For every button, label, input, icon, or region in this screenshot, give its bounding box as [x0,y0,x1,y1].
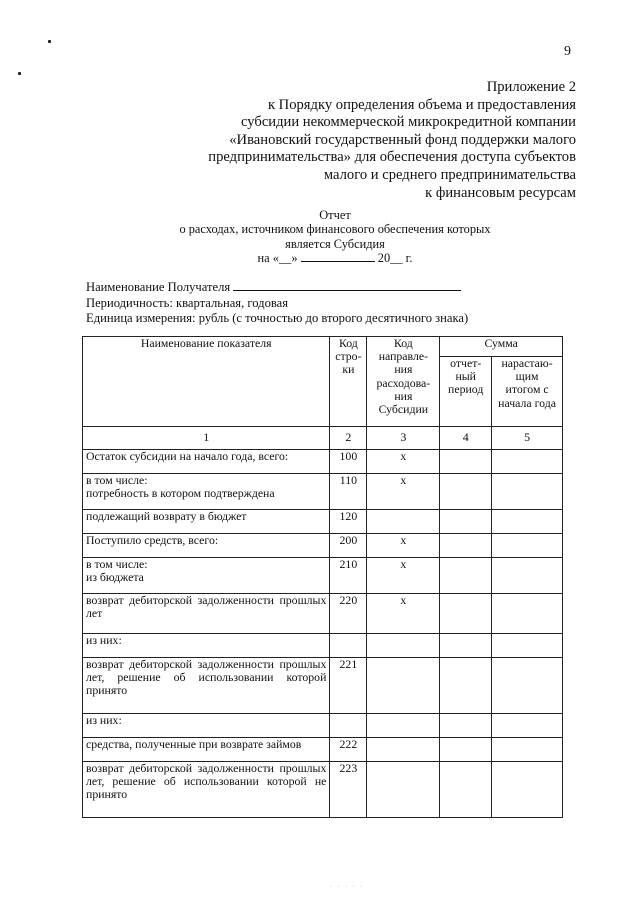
direction-code[interactable]: x [367,534,440,558]
indicator-name: в том числе: из бюджета [83,558,330,594]
direction-code[interactable] [367,510,440,534]
report-meta [86,280,468,327]
indicator-name: из них: [83,634,330,658]
header-cumulative: нарастаю-щим итогом с начала года [492,357,563,427]
table-row [83,534,563,558]
indicator-name: средства, полученные при возврате займов [83,738,330,762]
period-amount[interactable] [440,738,492,762]
column-number: 2 [330,427,367,450]
line-code: 100 [330,450,367,474]
cumulative-amount[interactable] [492,534,563,558]
appendix-line: малого и среднего предпринимательства [323,166,576,183]
direction-code[interactable]: x [367,474,440,510]
line-code [330,634,367,658]
direction-code[interactable]: x [367,558,440,594]
direction-code[interactable] [367,714,440,738]
indicator-name: подлежащий возврату в бюджет [83,510,330,534]
date-year: 20__ г. [377,251,413,266]
header-sum: Сумма [440,337,563,357]
table-row [83,474,563,510]
table-row [83,450,563,474]
direction-code[interactable] [367,634,440,658]
date-month-field[interactable] [301,251,375,262]
line-code: 210 [330,558,367,594]
table-row [83,762,563,818]
period-amount[interactable] [440,762,492,818]
recipient-field[interactable] [233,280,461,291]
header-line-code: Код стро-ки [330,337,367,427]
table-row [83,658,563,714]
scan-artifact: · · · · · [330,884,364,890]
indicator-name: в том числе: потребность в котором подтверждена [83,474,330,510]
cumulative-amount[interactable] [492,558,563,594]
header-name: Наименование показателя [83,337,330,427]
column-numbers-row [83,427,563,450]
indicator-name: из них: [83,714,330,738]
period-amount[interactable] [440,658,492,714]
direction-code[interactable] [367,658,440,714]
appendix-header [208,79,576,202]
recipient-label: Наименование Получателя [86,280,231,294]
report-table [82,336,563,818]
appendix-line: «Ивановский государственный фонд поддержки малого [229,131,576,148]
cumulative-amount[interactable] [492,714,563,738]
direction-code[interactable] [367,738,440,762]
line-code: 110 [330,474,367,510]
scan-mark [18,72,21,75]
indicator-name: возврат дебиторской задолженности прошлых лет [83,594,330,634]
report-title-block [100,208,570,266]
table-row [83,594,563,634]
report-subtitle: о расходах, источником финансового обеспечения которых [179,222,491,237]
appendix-line: к Порядку определения объема и предоставления [267,96,576,113]
column-number: 4 [440,427,492,450]
indicator-name: Остаток субсидии на начало года, всего: [83,450,330,474]
line-code [330,714,367,738]
date-prefix: на «__» [257,251,298,266]
period-amount[interactable] [440,558,492,594]
direction-code[interactable] [367,762,440,818]
appendix-line: предпринимательства» для обеспечения доступа субъектов [208,149,576,166]
column-number: 3 [367,427,440,450]
header-direction-code: Код направле-ния расходова-ния Субсидии [367,337,440,427]
indicator-name: возврат дебиторской задолженности прошлых лет, решение об использовании которой не принято [83,762,330,818]
appendix-line: субсидии некоммерческой микрокредитной компании [241,114,576,131]
report-date [100,251,570,265]
appendix-line: Приложение 2 [486,79,576,95]
scan-mark [48,40,51,43]
indicator-name: Поступило средств, всего: [83,534,330,558]
report-subtitle: является Субсидия [285,236,385,251]
recipient-line [86,280,468,296]
cumulative-amount[interactable] [492,474,563,510]
cumulative-amount[interactable] [492,510,563,534]
period-amount[interactable] [440,714,492,738]
table-row [83,558,563,594]
table-row [83,510,563,534]
periodicity: Периодичность: квартальная, годовая [86,295,289,310]
page-number: 9 [564,44,571,59]
unit-of-measure: Единица измерения: рубль (с точностью до второго десятичного знака) [86,311,469,326]
period-amount[interactable] [440,450,492,474]
indicator-name: возврат дебиторской задолженности прошлых лет, решение об использовании которой принято [83,658,330,714]
header-period: отчет-ный период [440,357,492,427]
table-body [83,450,563,818]
header-row [83,337,563,357]
period-amount[interactable] [440,510,492,534]
line-code: 200 [330,534,367,558]
column-number: 1 [83,427,330,450]
table-row [83,634,563,658]
line-code: 223 [330,762,367,818]
cumulative-amount[interactable] [492,634,563,658]
table-row [83,714,563,738]
cumulative-amount[interactable] [492,738,563,762]
line-code: 120 [330,510,367,534]
table-row [83,738,563,762]
period-amount[interactable] [440,534,492,558]
line-code: 220 [330,594,367,634]
direction-code[interactable]: x [367,450,440,474]
cumulative-amount[interactable] [492,450,563,474]
line-code: 222 [330,738,367,762]
period-amount[interactable] [440,634,492,658]
direction-code[interactable]: x [367,594,440,634]
cumulative-amount[interactable] [492,594,563,634]
line-code: 221 [330,658,367,714]
period-amount[interactable] [440,474,492,510]
period-amount[interactable] [440,594,492,634]
cumulative-amount[interactable] [492,762,563,818]
report-title: Отчет [319,208,351,222]
cumulative-amount[interactable] [492,658,563,714]
column-number: 5 [492,427,563,450]
appendix-line: к финансовым ресурсам [425,184,576,201]
